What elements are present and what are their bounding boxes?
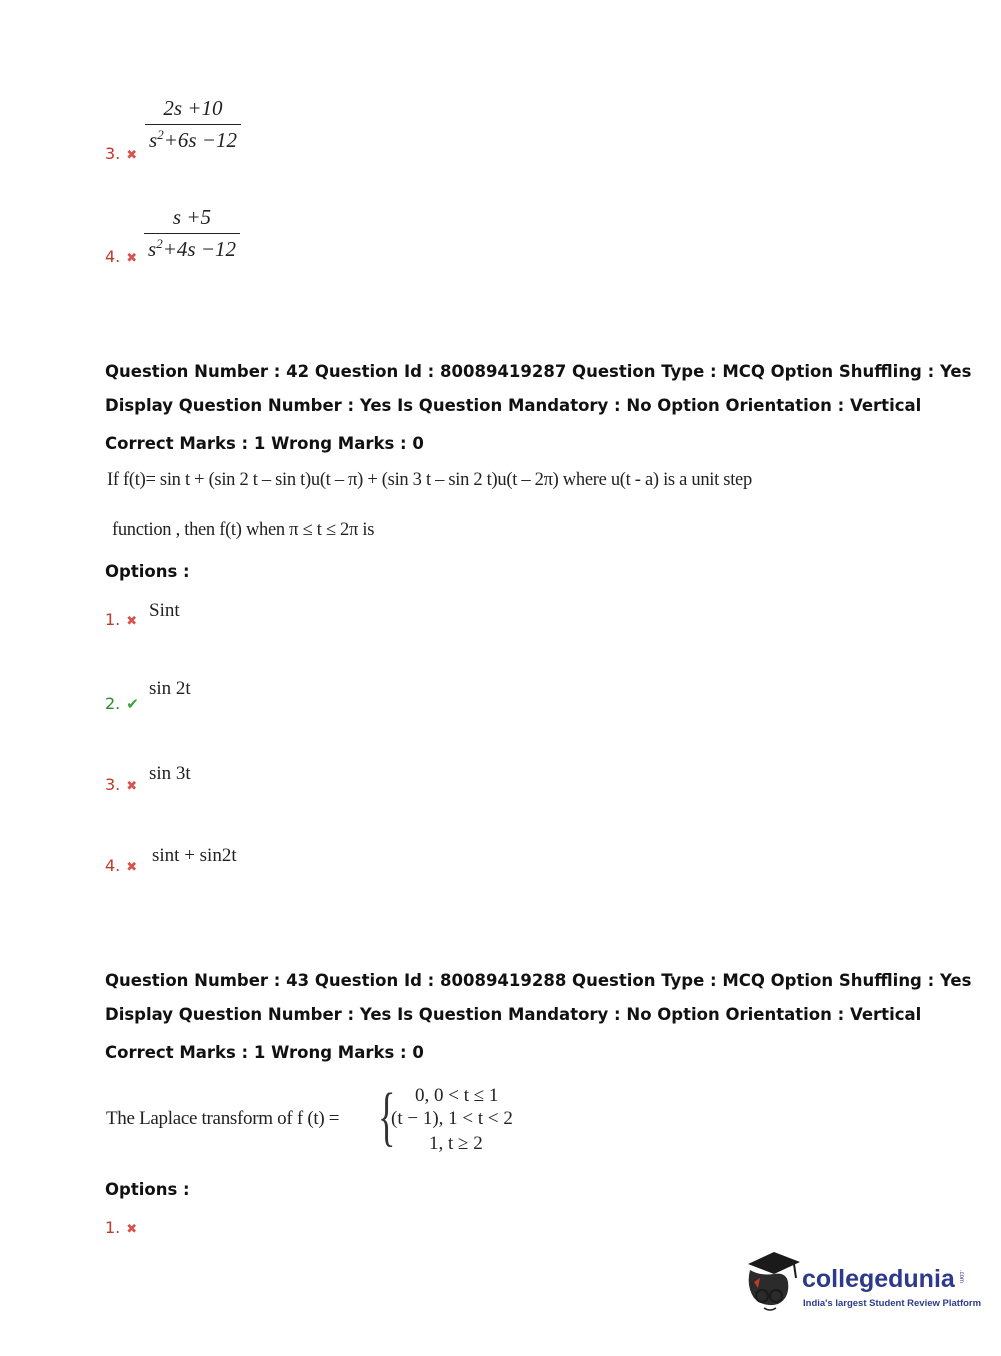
q43-meta-line3: Correct Marks : 1 Wrong Marks : 0 (105, 1043, 424, 1062)
logo-tagline: India's largest Student Review Platform (803, 1298, 982, 1309)
option-number: 1. ✖ (105, 610, 138, 629)
prev-option-3 (105, 96, 305, 166)
case-line-3: 1, t ≥ 2 (429, 1133, 483, 1154)
prev-option-4 (105, 205, 305, 275)
check-icon: ✔ (126, 695, 139, 713)
option-number: 4. ✖ (105, 856, 138, 875)
q43-meta-line1: Question Number : 43 Question Id : 80089419288 Question Type : MCQ Option Shuffling : Yes (105, 971, 972, 990)
q42-options-label: Options : (105, 562, 190, 581)
q42-stem-line2: function , then f(t) when π ≤ t ≤ 2π is (112, 520, 375, 540)
wrong-icon: ✖ (126, 251, 138, 266)
wrong-icon: ✖ (126, 1222, 138, 1237)
wrong-icon: ✖ (126, 614, 138, 629)
wrong-icon: ✖ (126, 779, 138, 794)
q43-options-label: Options : (105, 1180, 190, 1199)
option-fraction: $\frac{s +5}{s^2+4s -12}$ (144, 205, 240, 262)
option-number: 4. ✖ (105, 247, 138, 266)
logo-name: collegedunia (802, 1265, 955, 1293)
case-line-1: 0, 0 < t ≤ 1 (415, 1085, 499, 1106)
option-number: 1. ✖ (105, 1218, 138, 1237)
q42-meta-line3: Correct Marks : 1 Wrong Marks : 0 (105, 434, 424, 453)
q42-meta-line1: Question Number : 42 Question Id : 80089419287 Question Type : MCQ Option Shuffling : Yes (105, 362, 972, 381)
mascot-icon (740, 1248, 802, 1318)
collegedunia-logo (740, 1248, 982, 1320)
option-text: sin 3t (149, 763, 191, 784)
option-number: 3. ✖ (105, 144, 138, 163)
q43-stem-prefix: The Laplace transform of f (t) = (106, 1108, 340, 1129)
option-fraction: $\frac{2s +10}{s^2+6s -12}$ (145, 96, 241, 153)
q42-stem-line1: If f(t)= sin t + (sin 2 t – sin t)u(t – π) + (sin 3 t – sin 2 t)u(t – 2π) where u(t - a) is a unit step (107, 470, 752, 490)
logo-suffix: .com (958, 1270, 964, 1284)
case-line-2: (t − 1), 1 < t < 2 (391, 1108, 513, 1129)
q43-stem (106, 1082, 566, 1162)
q43-option-1[interactable] (105, 1218, 137, 1237)
q43-meta-line2: Display Question Number : Yes Is Question Mandatory : No Option Orientation : Vertical (105, 1005, 922, 1024)
wrong-icon: ✖ (126, 860, 138, 875)
brace-symbol: { (378, 1080, 396, 1153)
option-text: Sint (149, 600, 180, 621)
q42-meta-line2: Display Question Number : Yes Is Question Mandatory : No Option Orientation : Vertical (105, 396, 922, 415)
option-text: sint + sin2t (152, 845, 237, 866)
option-text: sin 2t (149, 678, 191, 699)
option-number: 3. ✖ (105, 775, 138, 794)
option-number: 2. ✔ (105, 694, 139, 713)
wrong-icon: ✖ (126, 148, 138, 163)
